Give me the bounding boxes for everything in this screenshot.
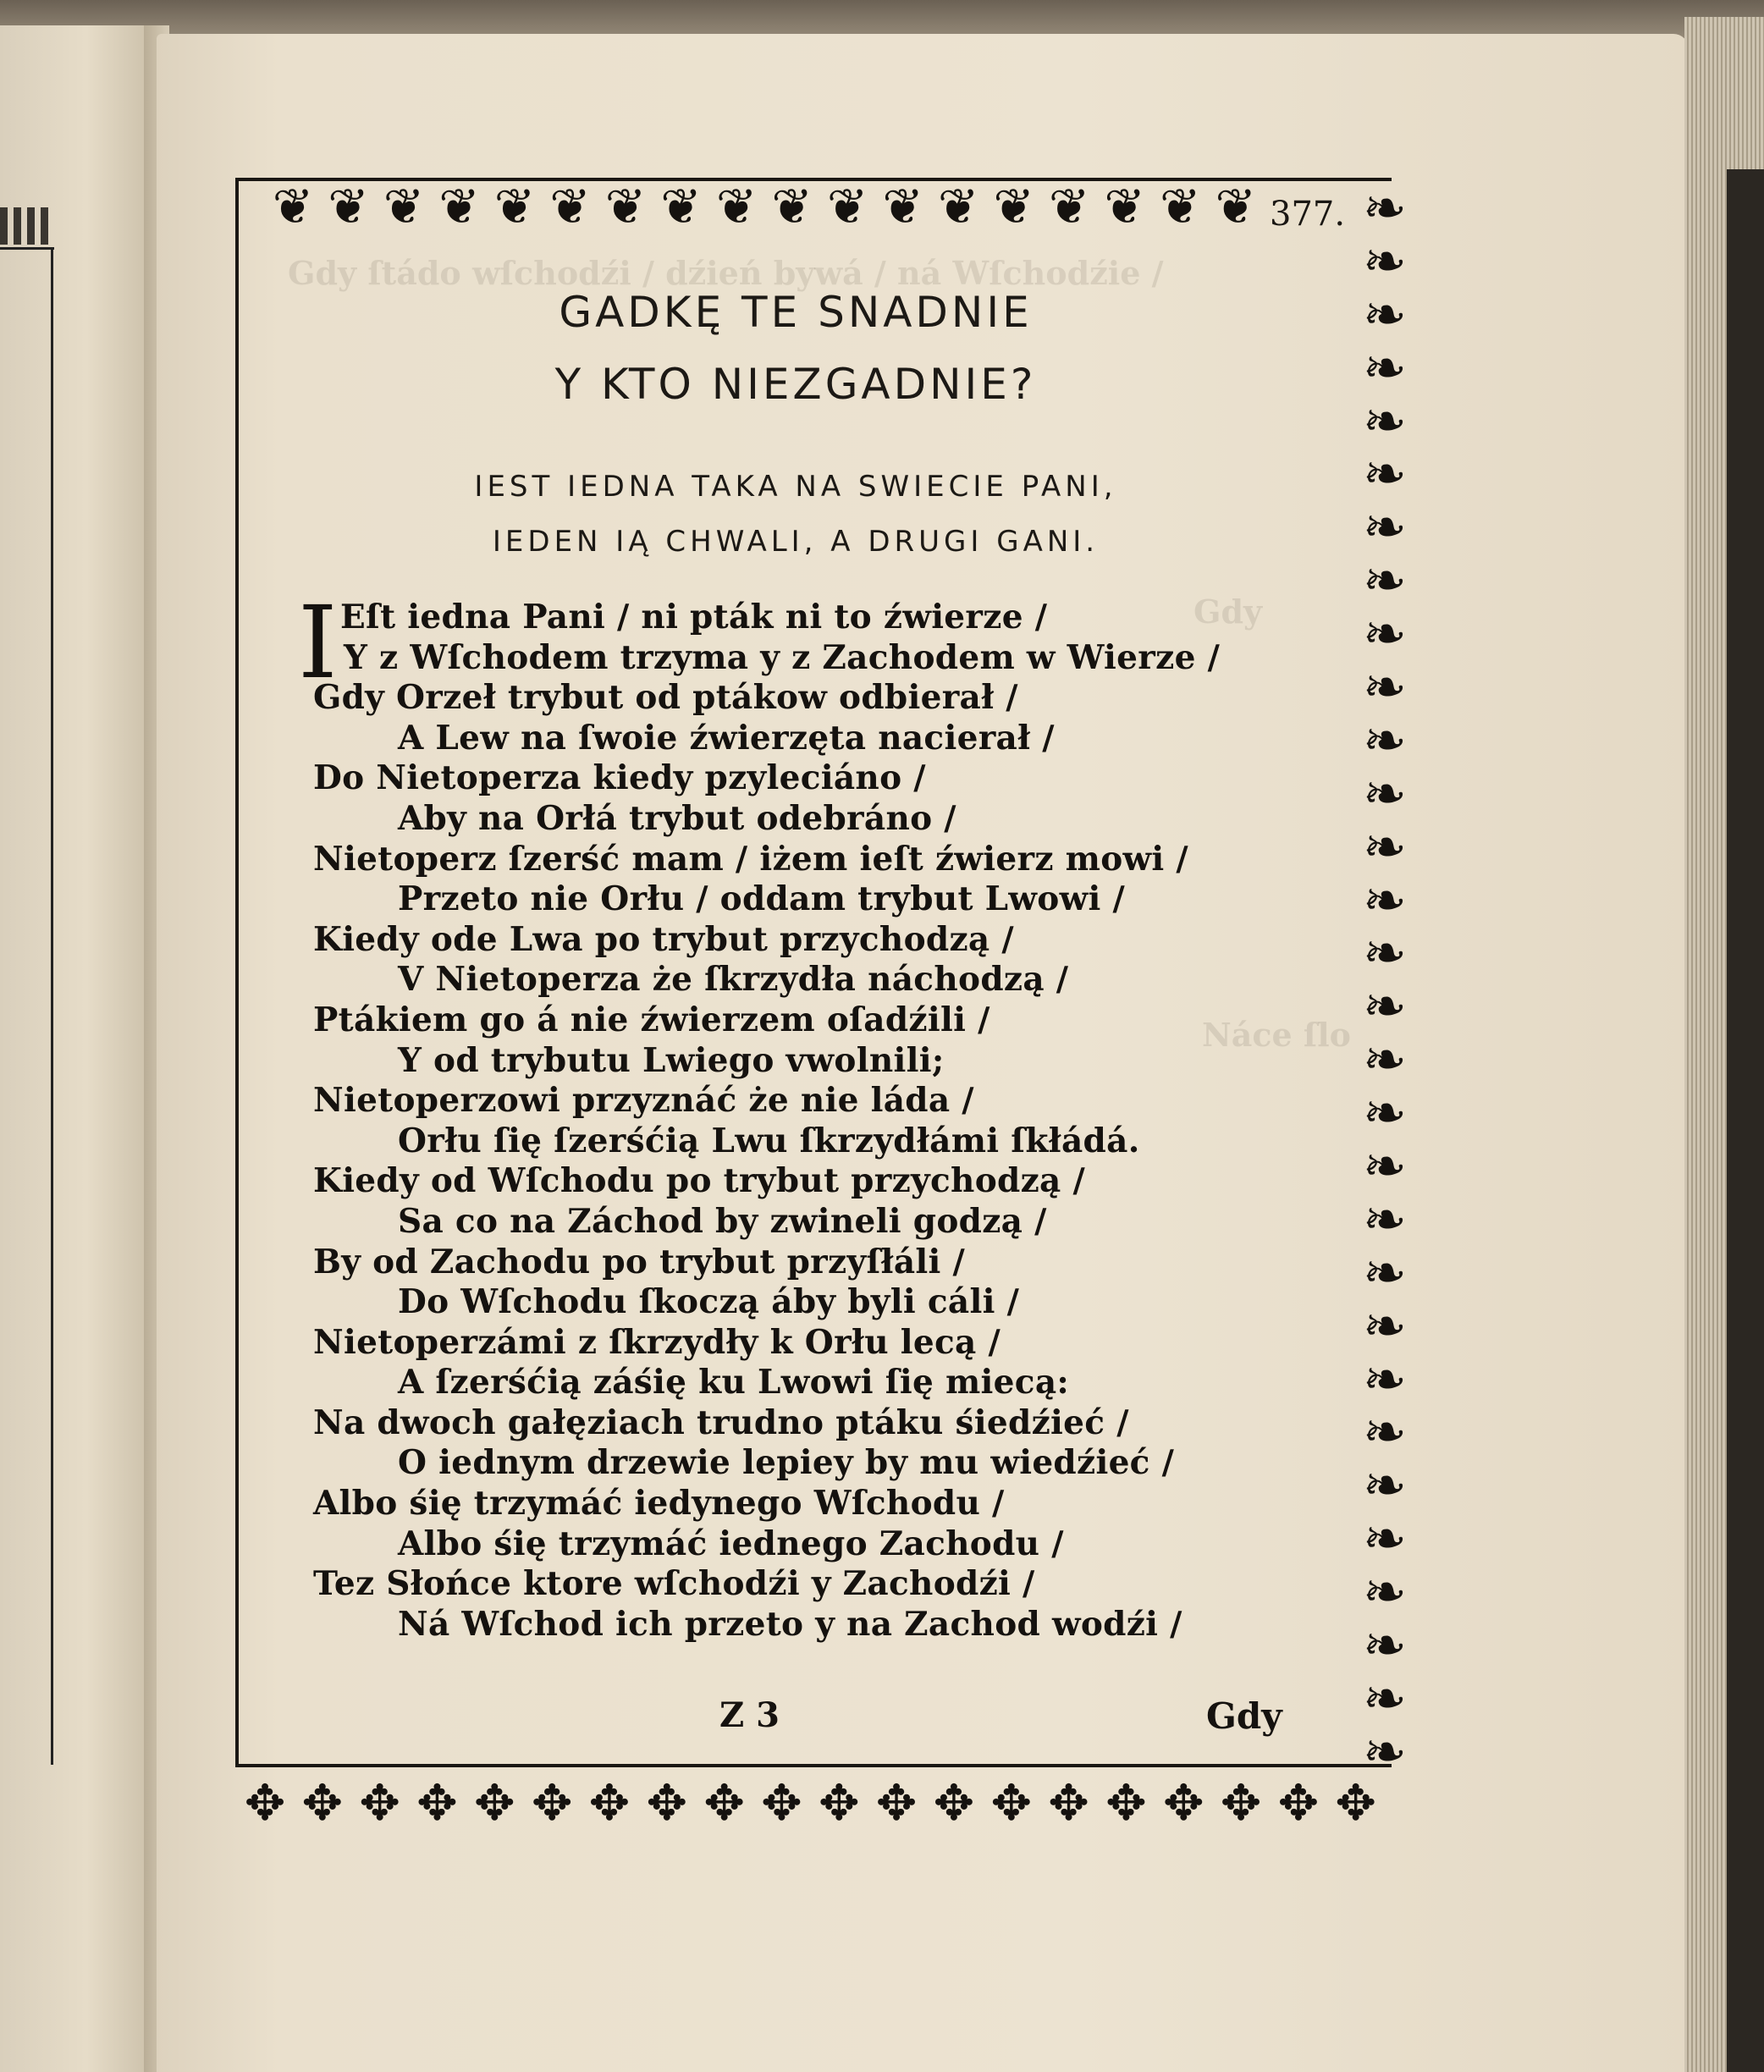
bleed-through-text: Gdy	[1193, 592, 1263, 631]
fleuron-icon: ✥	[1220, 1773, 1262, 1832]
fleuron-icon: ❧	[1363, 177, 1407, 239]
fleuron-icon: ❧	[1363, 1454, 1407, 1517]
fleuron-icon: ✥	[244, 1773, 286, 1832]
fleuron-icon: ❧	[1363, 603, 1407, 665]
fleuron-icon: ❧	[1363, 1561, 1407, 1623]
poem-line: Tez Słońce ktore wſchodźi y Zachodźi /	[313, 1564, 1035, 1604]
left-page-rule-top	[0, 247, 54, 250]
riddle-subtitle-line-2: IEDEN IĄ CHWALI, A DRUGI GANI.	[492, 525, 1100, 559]
fleuron-icon: ❦	[1159, 178, 1201, 235]
fleuron-icon: ❦	[882, 178, 923, 235]
fleuron-icon: ❧	[1363, 762, 1407, 824]
fleuron-icon: ❦	[272, 178, 314, 235]
poem-line: Eſt iedna Pani / ni pták ni to źwierze /	[340, 598, 1048, 636]
fleuron-icon: ❦	[660, 178, 702, 235]
poem-line: Przeto nie Orłu / oddam trybut Lwowi /	[398, 879, 1126, 919]
fleuron-icon: ❦	[438, 178, 480, 235]
fleuron-icon: ✥	[531, 1773, 573, 1832]
fleuron-icon: ❧	[1363, 1614, 1407, 1677]
fleuron-icon: ✥	[1277, 1773, 1320, 1832]
fleuron-icon: ❧	[1363, 336, 1407, 399]
fleuron-icon: ✥	[990, 1773, 1033, 1832]
fleuron-icon: ❧	[1363, 1507, 1407, 1570]
fleuron-icon: ✥	[875, 1773, 918, 1832]
poem-line: O iednym drzewie lepiey by mu wiedźieć /	[398, 1443, 1175, 1483]
fleuron-icon: ❧	[1363, 1028, 1407, 1091]
riddle-title-line-1: GADKĘ TE SNADNIE	[559, 288, 1033, 337]
fleuron-icon: ✥	[474, 1773, 515, 1832]
bleed-through-text: Gdy ſtádo wſchodźi / dźień bywá / ná Wſchodźie /	[288, 254, 1164, 292]
fleuron-icon: ❧	[1363, 1294, 1407, 1357]
poem-line: Kiedy od Wſchodu po trybut przychodzą /	[313, 1161, 1086, 1201]
fleuron-icon: ❧	[1363, 656, 1407, 719]
fleuron-icon: ❧	[1363, 549, 1407, 612]
poem-line: Do Nietoperza kiedy pzyleciáno /	[313, 758, 926, 798]
poem-line: Na dwoch gałęziach trudno ptáku śiedźieć /	[313, 1402, 1129, 1442]
fleuron-icon: ✥	[1162, 1773, 1204, 1832]
bottom-ornament-band	[241, 1684, 1375, 1761]
fleuron-icon: ❧	[1363, 389, 1407, 452]
fleuron-icon: ✥	[359, 1773, 400, 1832]
fleuron-icon: ❦	[549, 178, 591, 235]
fleuron-icon: ✥	[301, 1773, 344, 1832]
fleuron-icon: ❧	[1363, 1720, 1407, 1783]
book-cover	[1727, 169, 1764, 2072]
bottom-ornament-band	[241, 1762, 1380, 1843]
poem-line: Aby na Orłá trybut odebráno /	[398, 798, 956, 838]
fleuron-icon: ❦	[493, 178, 536, 235]
top-ornament-band	[269, 174, 1260, 240]
poem-line: A ſzerśćią záśię ku Lwowi ſię miecą:	[398, 1363, 1070, 1402]
poem-line: Sa co na Záchod by zwineli godzą /	[398, 1201, 1047, 1241]
fleuron-icon: ❧	[1363, 922, 1407, 984]
poem-line: Gdy Orzeł trybut od ptákow odbierał /	[313, 678, 1018, 718]
fleuron-icon: ❧	[1363, 283, 1407, 345]
catchword: Gdy	[1206, 1695, 1282, 1737]
fleuron-icon: ❧	[1363, 443, 1407, 505]
poem-line: A Lew na ſwoie źwierzęta nacierał /	[398, 718, 1055, 758]
fleuron-icon: ✥	[416, 1773, 458, 1832]
fleuron-icon: ❧	[1363, 1188, 1407, 1250]
fleuron-icon: ❧	[1363, 1667, 1407, 1729]
fleuron-icon: ❦	[604, 178, 647, 235]
fleuron-icon: ❦	[715, 178, 758, 235]
fleuron-icon: ✥	[761, 1773, 802, 1832]
riddle-title-line-2: Y KTO NIEZGADNIE?	[554, 360, 1037, 409]
fleuron-icon: ❧	[1363, 229, 1407, 292]
fleuron-icon: ❦	[1104, 178, 1146, 235]
poem-line: Kiedy ode Lwa po trybut przychodzą /	[313, 919, 1014, 959]
fleuron-icon: ❧	[1363, 708, 1407, 771]
left-page-ornament	[0, 207, 51, 245]
poem-line: Y od trybutu Lwiego vwolnili;	[398, 1040, 945, 1080]
poem-body	[313, 598, 1312, 1645]
poem-line: Ná Wſchod ich przeto y na Zachod wodźi /	[398, 1604, 1182, 1644]
riddle-subtitle-line-1: IEST IEDNA TAKA NA SWIECIE PANI,	[474, 470, 1117, 504]
left-page-edge	[0, 25, 144, 2072]
poem-line: By od Zachodu po trybut przyſłáli /	[313, 1242, 966, 1281]
fleuron-icon: ❧	[1363, 1241, 1407, 1303]
fleuron-icon: ❦	[1048, 178, 1090, 235]
poem-line: Do Wſchodu ſkoczą áby byli cáli /	[398, 1282, 1020, 1322]
poem-line: Nietoperz ſzerść mam / iżem ieſt źwierz mowi /	[313, 839, 1188, 879]
fleuron-icon: ✥	[933, 1773, 975, 1832]
fleuron-icon: ✥	[588, 1773, 631, 1832]
fleuron-icon: ❧	[1363, 815, 1407, 878]
fleuron-icon: ❦	[937, 178, 979, 235]
fleuron-icon: ✥	[1048, 1773, 1089, 1832]
bleed-through-text: Náce ſlo	[1202, 1016, 1352, 1054]
fleuron-icon: ❧	[1363, 1082, 1407, 1144]
poem-line: Y z Wſchodem trzyma y z Zachodem w Wierze /	[344, 637, 1221, 677]
fleuron-icon: ❦	[1215, 178, 1257, 235]
page-number: 377.	[1270, 195, 1346, 234]
fleuron-icon: ✥	[1335, 1773, 1377, 1832]
fleuron-icon: ❦	[383, 178, 425, 235]
fleuron-icon: ❧	[1363, 868, 1407, 931]
fleuron-icon: ❧	[1363, 1347, 1407, 1410]
poem-line: Nietoperzámi z ſkrzydły k Orłu lecą /	[313, 1322, 1001, 1362]
fleuron-icon: ❦	[993, 178, 1034, 235]
fleuron-icon: ❧	[1363, 1401, 1407, 1463]
right-ornament-band	[1346, 177, 1424, 1783]
left-page-rule	[51, 250, 53, 1765]
poem-line: Nietoperzowi przyznáć że nie láda /	[313, 1081, 974, 1121]
poem-line: Albo śię trzymáć iedynego Wſchodu /	[313, 1484, 1005, 1524]
signature-mark: Z 3	[719, 1695, 780, 1735]
fleuron-icon: ❦	[771, 178, 813, 235]
fleuron-icon: ❦	[826, 178, 868, 235]
fleuron-icon: ❧	[1363, 496, 1407, 559]
fleuron-icon: ❧	[1363, 975, 1407, 1038]
poem-line: Orłu ſię ſzerśćią Lwu ſkrzydłámi ſkłádá.	[398, 1121, 1140, 1160]
fleuron-icon: ✥	[646, 1773, 688, 1832]
fleuron-icon: ✥	[1105, 1773, 1147, 1832]
poem-line: Albo śię trzymáć iednego Zachodu /	[398, 1524, 1064, 1563]
fleuron-icon: ❧	[1363, 1135, 1407, 1198]
fleuron-icon: ✥	[818, 1773, 860, 1832]
poem-line: V Nietoperza że ſkrzydła náchodzą /	[398, 960, 1069, 1000]
poem-line: Ptákiem go á nie źwierzem oſadźili /	[313, 1000, 990, 1039]
fleuron-icon: ❦	[328, 178, 369, 235]
drop-cap: I	[298, 584, 338, 701]
fleuron-icon: ✥	[703, 1773, 745, 1832]
